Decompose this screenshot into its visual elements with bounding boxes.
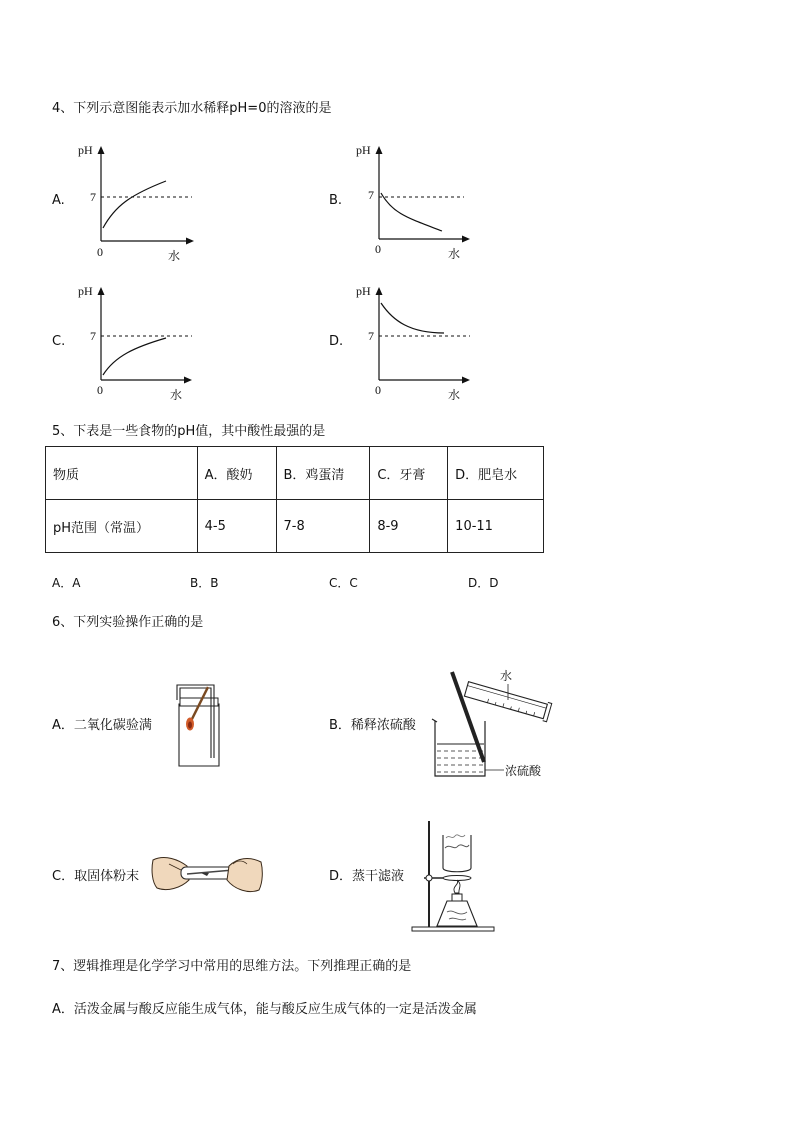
- graph-c-y-label: pH: [78, 284, 93, 298]
- graph-a-y-label: pH: [78, 143, 93, 157]
- q4-option-c-label[interactable]: C.: [52, 334, 66, 349]
- q4-option-a-label[interactable]: A.: [52, 193, 65, 208]
- graph-a-curve: [103, 181, 166, 228]
- graph-d-curve: [381, 303, 444, 333]
- table-cell: 4-5: [197, 500, 276, 553]
- q7-option-a[interactable]: A．活泼金属与酸反应能生成气体，能与酸反应生成气体的一定是活泼金属: [52, 1002, 477, 1017]
- table-cell: 8-9: [370, 500, 448, 553]
- table-header-cell: D．肥皂水: [448, 447, 544, 500]
- graph-d-ref-label: 7: [368, 329, 374, 343]
- graph-a-x-label: 水: [168, 249, 181, 263]
- q5-choice-b[interactable]: B．B: [190, 576, 219, 590]
- q4-option-d-label[interactable]: D.: [329, 334, 344, 349]
- table-cell: 10-11: [448, 500, 544, 553]
- q4-graph-c: [70, 281, 210, 406]
- q5-choice-d[interactable]: D．D: [468, 576, 499, 590]
- graph-b-origin: 0: [375, 242, 381, 256]
- q7-stem: 7、逻辑推理是化学学习中常用的思维方法。下列推理正确的是: [52, 959, 412, 974]
- graph-d-origin: 0: [375, 383, 381, 397]
- graph-c-curve: [103, 338, 166, 375]
- graph-b-y-label: pH: [356, 143, 371, 157]
- q6-option-b-label[interactable]: B．稀释浓硫酸: [329, 718, 416, 733]
- q4-graph-d: [348, 281, 488, 406]
- evaporate-figure: [405, 818, 497, 933]
- graph-d-y-label: pH: [356, 284, 371, 298]
- q5-choice-a[interactable]: A．A: [52, 576, 81, 590]
- graph-c-origin: 0: [97, 383, 103, 397]
- q6-stem: 6、下列实验操作正确的是: [52, 615, 204, 630]
- q5-stem: 5、下表是一些食物的pH值，其中酸性最强的是: [52, 424, 326, 439]
- graph-b-ref-label: 7: [368, 188, 374, 202]
- table-header-cell: A．酸奶: [197, 447, 276, 500]
- dilute-water-label: 水: [500, 669, 513, 683]
- table-cell: 7-8: [276, 500, 370, 553]
- table-row: [46, 500, 544, 553]
- ph-table: [45, 446, 544, 553]
- graph-c-x-label: 水: [170, 388, 183, 402]
- table-header-row: [46, 447, 544, 500]
- q6-option-d-label[interactable]: D．蒸干滤液: [329, 869, 405, 884]
- powder-figure: [149, 852, 264, 900]
- table-cell: pH范围（常温）: [46, 500, 198, 553]
- graph-d-x-label: 水: [448, 388, 461, 402]
- table-header-cell: C．牙膏: [370, 447, 448, 500]
- graph-b-x-label: 水: [448, 247, 461, 261]
- q4-graph-b: [348, 140, 488, 265]
- graph-b-curve: [381, 193, 442, 231]
- q4-graph-a: [70, 140, 210, 265]
- graph-c-ref-label: 7: [90, 329, 96, 343]
- co2-test-figure: [166, 682, 226, 768]
- table-header-cell: B．鸡蛋清: [276, 447, 370, 500]
- table-header-cell: 物质: [46, 447, 198, 500]
- dilute-acid-label: 浓硫酸: [505, 764, 542, 778]
- q4-option-b-label[interactable]: B.: [329, 193, 343, 208]
- q4-stem: 4、下列示意图能表示加水稀释pH=0的溶液的是: [52, 101, 332, 116]
- graph-a-origin: 0: [97, 245, 103, 259]
- q6-option-a-label[interactable]: A．二氧化碳验满: [52, 718, 152, 733]
- q6-option-c-label[interactable]: C．取固体粉末: [52, 869, 140, 884]
- graph-a-ref-label: 7: [90, 190, 96, 204]
- q5-choice-c[interactable]: C．C: [329, 576, 358, 590]
